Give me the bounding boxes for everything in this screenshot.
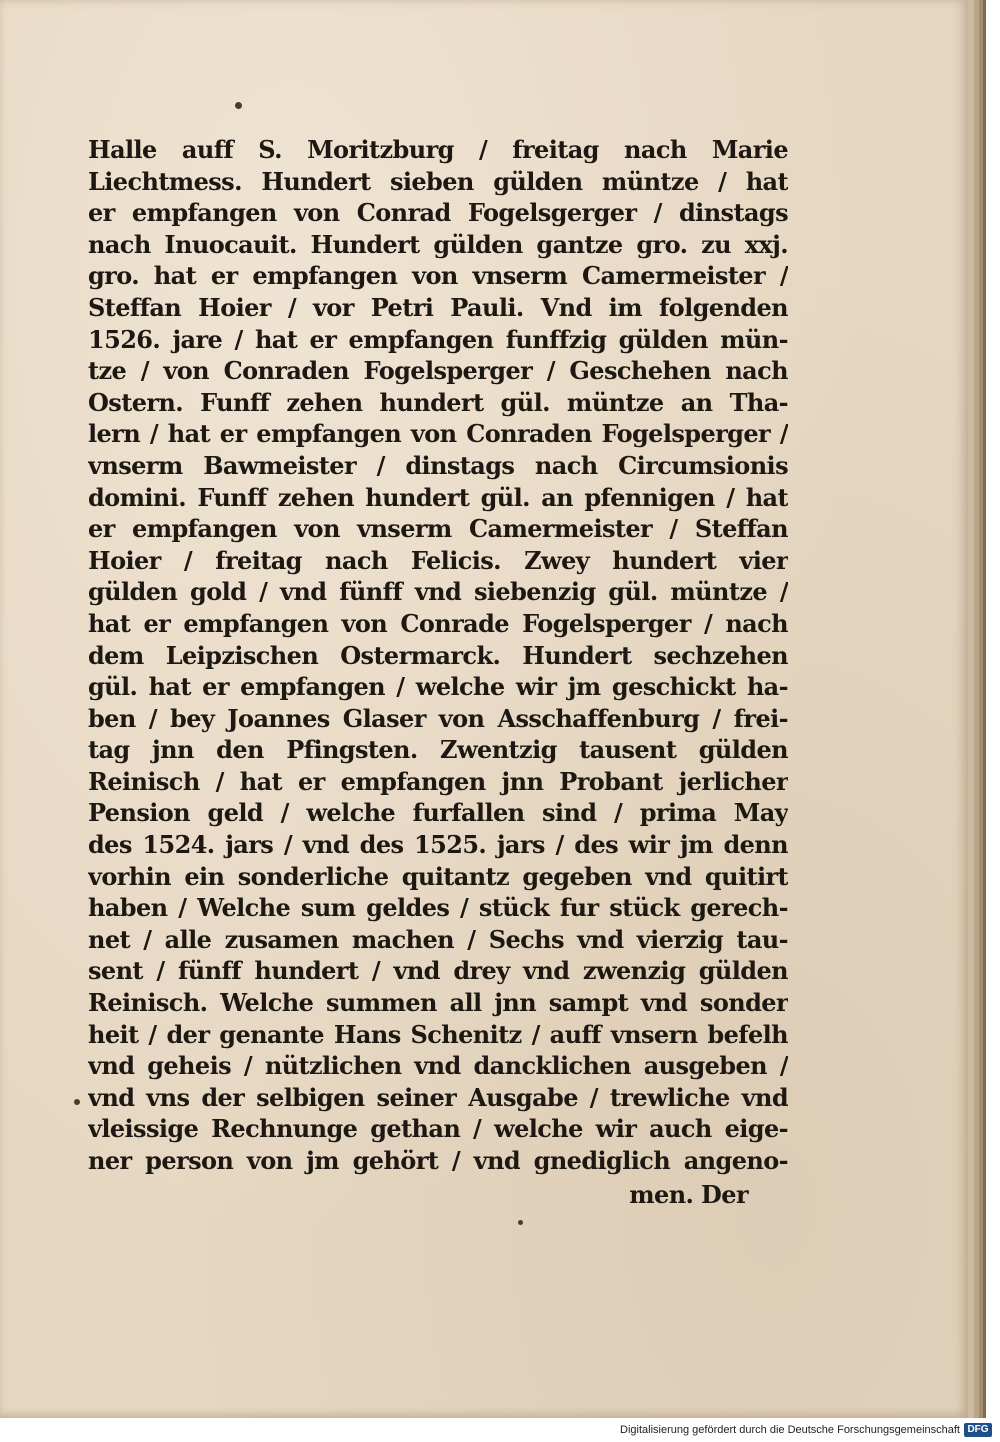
text-line: vnserm Bawmeister / dinstags nach Circumsionis bbox=[88, 450, 788, 480]
text-line: gülden gold / vnd fünff vnd siebenzig gül. müntze / bbox=[88, 577, 788, 607]
text-line: vleissige Rechnunge gethan / welche wir auch eige- bbox=[88, 1114, 788, 1144]
ink-speck bbox=[518, 1220, 523, 1225]
text-line: sent / fünff hundert / vnd drey vnd zwenzig gülden bbox=[88, 956, 788, 986]
text-line: nach Inuocauit. Hundert gülden gantze gro. zu xxj. bbox=[88, 229, 788, 259]
text-line: domini. Funff zehen hundert gül. an pfennigen / hat bbox=[88, 482, 788, 512]
text-line: Reinisch / hat er empfangen jnn Probant jerlicher bbox=[88, 766, 788, 796]
text-line: er empfangen von vnserm Camermeister / Steffan bbox=[88, 514, 788, 544]
text-line: vnd geheis / nützlichen vnd dancklichen ausgeben / bbox=[88, 1051, 788, 1081]
text-line: des 1524. jars / vnd des 1525. jars / des wir jm denn bbox=[88, 830, 788, 860]
text-line: Hoier / freitag nach Felicis. Zwey hundert vier bbox=[88, 545, 788, 575]
text-line: haben / Welche sum geldes / stück fur stück gerech- bbox=[88, 893, 788, 923]
text-line: Reinisch. Welche summen all jnn sampt vnd sonder bbox=[88, 988, 788, 1018]
text-line: tag jnn den Pfingsten. Zwentzig tausent gülden bbox=[88, 735, 788, 765]
text-line: Steffan Hoier / vor Petri Pauli. Vnd im folgenden bbox=[88, 292, 788, 322]
catchword: men. Der bbox=[629, 1180, 748, 1209]
dfg-logo-icon: DFG bbox=[964, 1423, 992, 1437]
text-line: ner person von jm gehört / vnd gnediglich angeno- bbox=[88, 1146, 788, 1175]
text-line: er empfangen von Conrad Fogelsgerger / dinstags bbox=[88, 198, 788, 228]
text-line: net / alle zusamen machen / Sechs vnd vierzig tau- bbox=[88, 924, 788, 954]
text-line: heit / der genante Hans Schenitz / auff vnsern befelh bbox=[88, 1019, 788, 1049]
ink-speck bbox=[235, 102, 242, 109]
text-line: Halle auff S. Moritzburg / freitag nach Marie bbox=[88, 135, 788, 164]
text-line: Ostern. Funff zehen hundert gül. müntze an Tha- bbox=[88, 387, 788, 417]
text-line: vnd vns der selbigen seiner Ausgabe / trewliche vnd bbox=[88, 1082, 788, 1112]
digitization-credit: Digitalisierung gefördert durch die Deutsche Forschungsgemeinschaft bbox=[620, 1424, 960, 1436]
page-edge bbox=[983, 0, 986, 1418]
text-line: vorhin ein sonderliche quitantz gegeben vnd quitirt bbox=[88, 861, 788, 891]
text-line: gül. hat er empfangen / welche wir jm geschickt ha- bbox=[88, 672, 788, 702]
text-line: gro. hat er empfangen von vnserm Camermeister / bbox=[88, 261, 788, 291]
page-text bbox=[88, 134, 788, 1177]
text-line: ben / bey Joannes Glaser von Asschaffenburg / frei- bbox=[88, 703, 788, 733]
text-line: lern / hat er empfangen von Conraden Fogelsperger / bbox=[88, 419, 788, 449]
ink-speck bbox=[74, 1099, 80, 1105]
text-line: dem Leipzischen Ostermarck. Hundert sechzehen bbox=[88, 640, 788, 670]
text-line: Liechtmess. Hundert sieben gülden müntze / hat bbox=[88, 166, 788, 196]
text-line: 1526. jare / hat er empfangen funffzig gülden mün- bbox=[88, 324, 788, 354]
text-line: Pension geld / welche furfallen sind / prima May bbox=[88, 798, 788, 828]
text-line: hat er empfangen von Conrade Fogelsperger / nach bbox=[88, 608, 788, 638]
footer-bar bbox=[0, 1420, 1000, 1442]
text-line: tze / von Conraden Fogelsperger / Geschehen nach bbox=[88, 356, 788, 386]
